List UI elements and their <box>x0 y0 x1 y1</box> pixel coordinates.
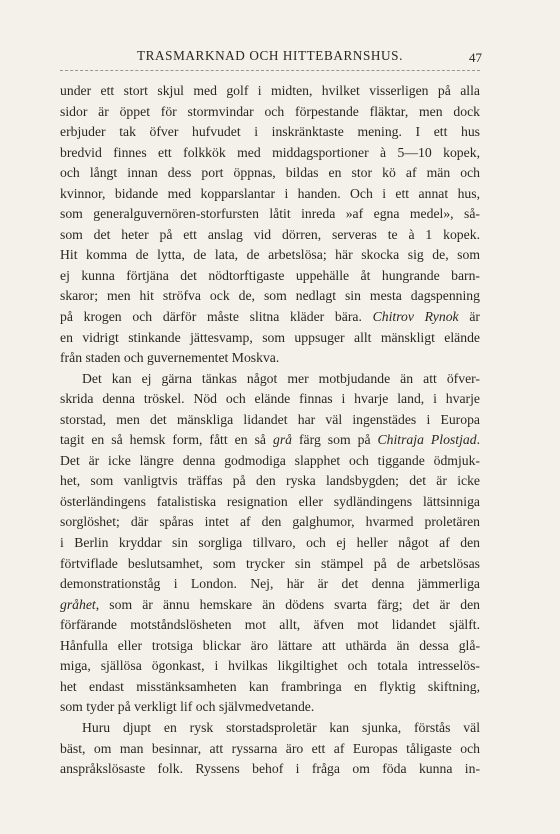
text-line: under ett stort skjul med golf i midten, hvilket visserligen på alla <box>60 83 480 98</box>
body-text <box>60 81 480 780</box>
text-line: kvinnor, bidande med kopparslantar i handen. Och i ett annat hus, <box>60 185 480 201</box>
text-line: skrida denna tröskel. Nöd och elände finnas i hvarje land, i hvarje <box>60 391 480 407</box>
text-line: en vidrigt stinkande jättesvamp, som uppsuger allt mänskligt elände <box>60 329 480 345</box>
header-rule <box>60 70 480 71</box>
page-number: 47 <box>469 50 482 65</box>
text-line: på krogen och därför måste slitna kläder bära. Chitrov Rynok är <box>60 309 480 325</box>
text-line: skaror; men hit ströfva ock de, som nedlagt sin mesta dagspenning <box>60 288 480 304</box>
text-line: storstad, men det mänskliga lidandet har väl ingenstädes i Europa <box>60 411 480 427</box>
text-line: som det heter på ett anslag vid dörren, serveras te à 1 kopek. <box>60 226 480 242</box>
text-line: het endast misstänksamheten kan frambringa en flyktig skiftning, <box>60 678 480 694</box>
text-line: erbjuder tak öfver hufvudet i inskränktaste mening. I ett hus <box>60 124 480 140</box>
text-line: från staden och guvernementet Moskva. <box>60 350 280 366</box>
text-line: som tyder på verkligt lif och självmedvetande. <box>60 699 315 715</box>
text-line: sidor är öppet för stormvindar och förpestande fläktar, men dock <box>60 103 480 119</box>
italic-phrase: Chitraja Plostjad <box>377 432 477 448</box>
text-line: het, som vanligtvis träffas på den ryska landsbygden; det är icke <box>60 473 480 489</box>
text-line: anspråkslösaste folk. Ryssens behof i fråga om föda kunna in- <box>60 761 480 777</box>
text-line: österländingens fatalistiska resignation eller sydländingens lättsinniga <box>60 493 480 509</box>
italic-phrase: gråhet <box>60 596 96 612</box>
text-line: Hånfulla eller trotsiga blickar äro lättare att uthärda än dessa glå- <box>60 637 480 653</box>
text-line: sorglöshet; där spåras intet af den galghumor, hvarmed proletären <box>60 514 480 530</box>
text-line: Huru djupt en rysk storstadsproletär kan sjunka, förstås väl <box>82 719 480 735</box>
text-line: bredvid finnes ett folkkök med middagsportioner à 5—10 kopek, <box>60 144 480 160</box>
text-line: bäst, om man besinnar, att ryssarna äro ett af Europas tåligaste och <box>60 740 480 756</box>
text-line: förfärande motståndslösheten mot allt, äfven mot lidandet själft. <box>60 617 480 633</box>
text-line: gråhet, som är ännu hemskare än dödens svarta färg; det är den <box>60 596 480 612</box>
text-line: tagit en så hemsk form, fått en så grå färg som på Chitraja Plostjad. <box>60 432 480 448</box>
text-line: i Berlin kryddar sin sorgliga tillvaro, och ej heller något af den <box>60 535 480 551</box>
text-line: demonstrationståg i London. Nej, här är det denna jämmerliga <box>60 576 480 592</box>
text-line: Det kan ej gärna tänkas något mer motbjudande än att öfver- <box>82 370 480 386</box>
text-line: och långt innan dess port öppnas, bildas en stor kö af män och <box>60 165 480 181</box>
text-line: Det är icke längre denna godmodiga slapphet och tiggande ödmjuk- <box>60 452 480 468</box>
italic-phrase: grå <box>272 432 292 448</box>
text-line: förtviflade beslutsamhet, som trycker sin stämpel på de arbetslösas <box>60 555 480 571</box>
running-head: TRASMARKNAD OCH HITTEBARNSHUS. <box>136 48 404 63</box>
page-header <box>60 48 480 68</box>
text-line: miga, själlösa ögonkast, i hvilkas likgiltighet och totala intresselös- <box>60 658 480 674</box>
text-line: ej kunna förtjäna det nödtorftigaste uppehälle åt hungrande barn- <box>60 267 480 283</box>
text-line: som generalguvernören-storfursten låtit inreda »af egna medel», så- <box>60 206 480 222</box>
text-line: Hit komma de lytta, de lata, de arbetslösa; här skocka sig de, som <box>60 247 480 263</box>
italic-phrase: Chitrov Rynok <box>372 309 459 325</box>
